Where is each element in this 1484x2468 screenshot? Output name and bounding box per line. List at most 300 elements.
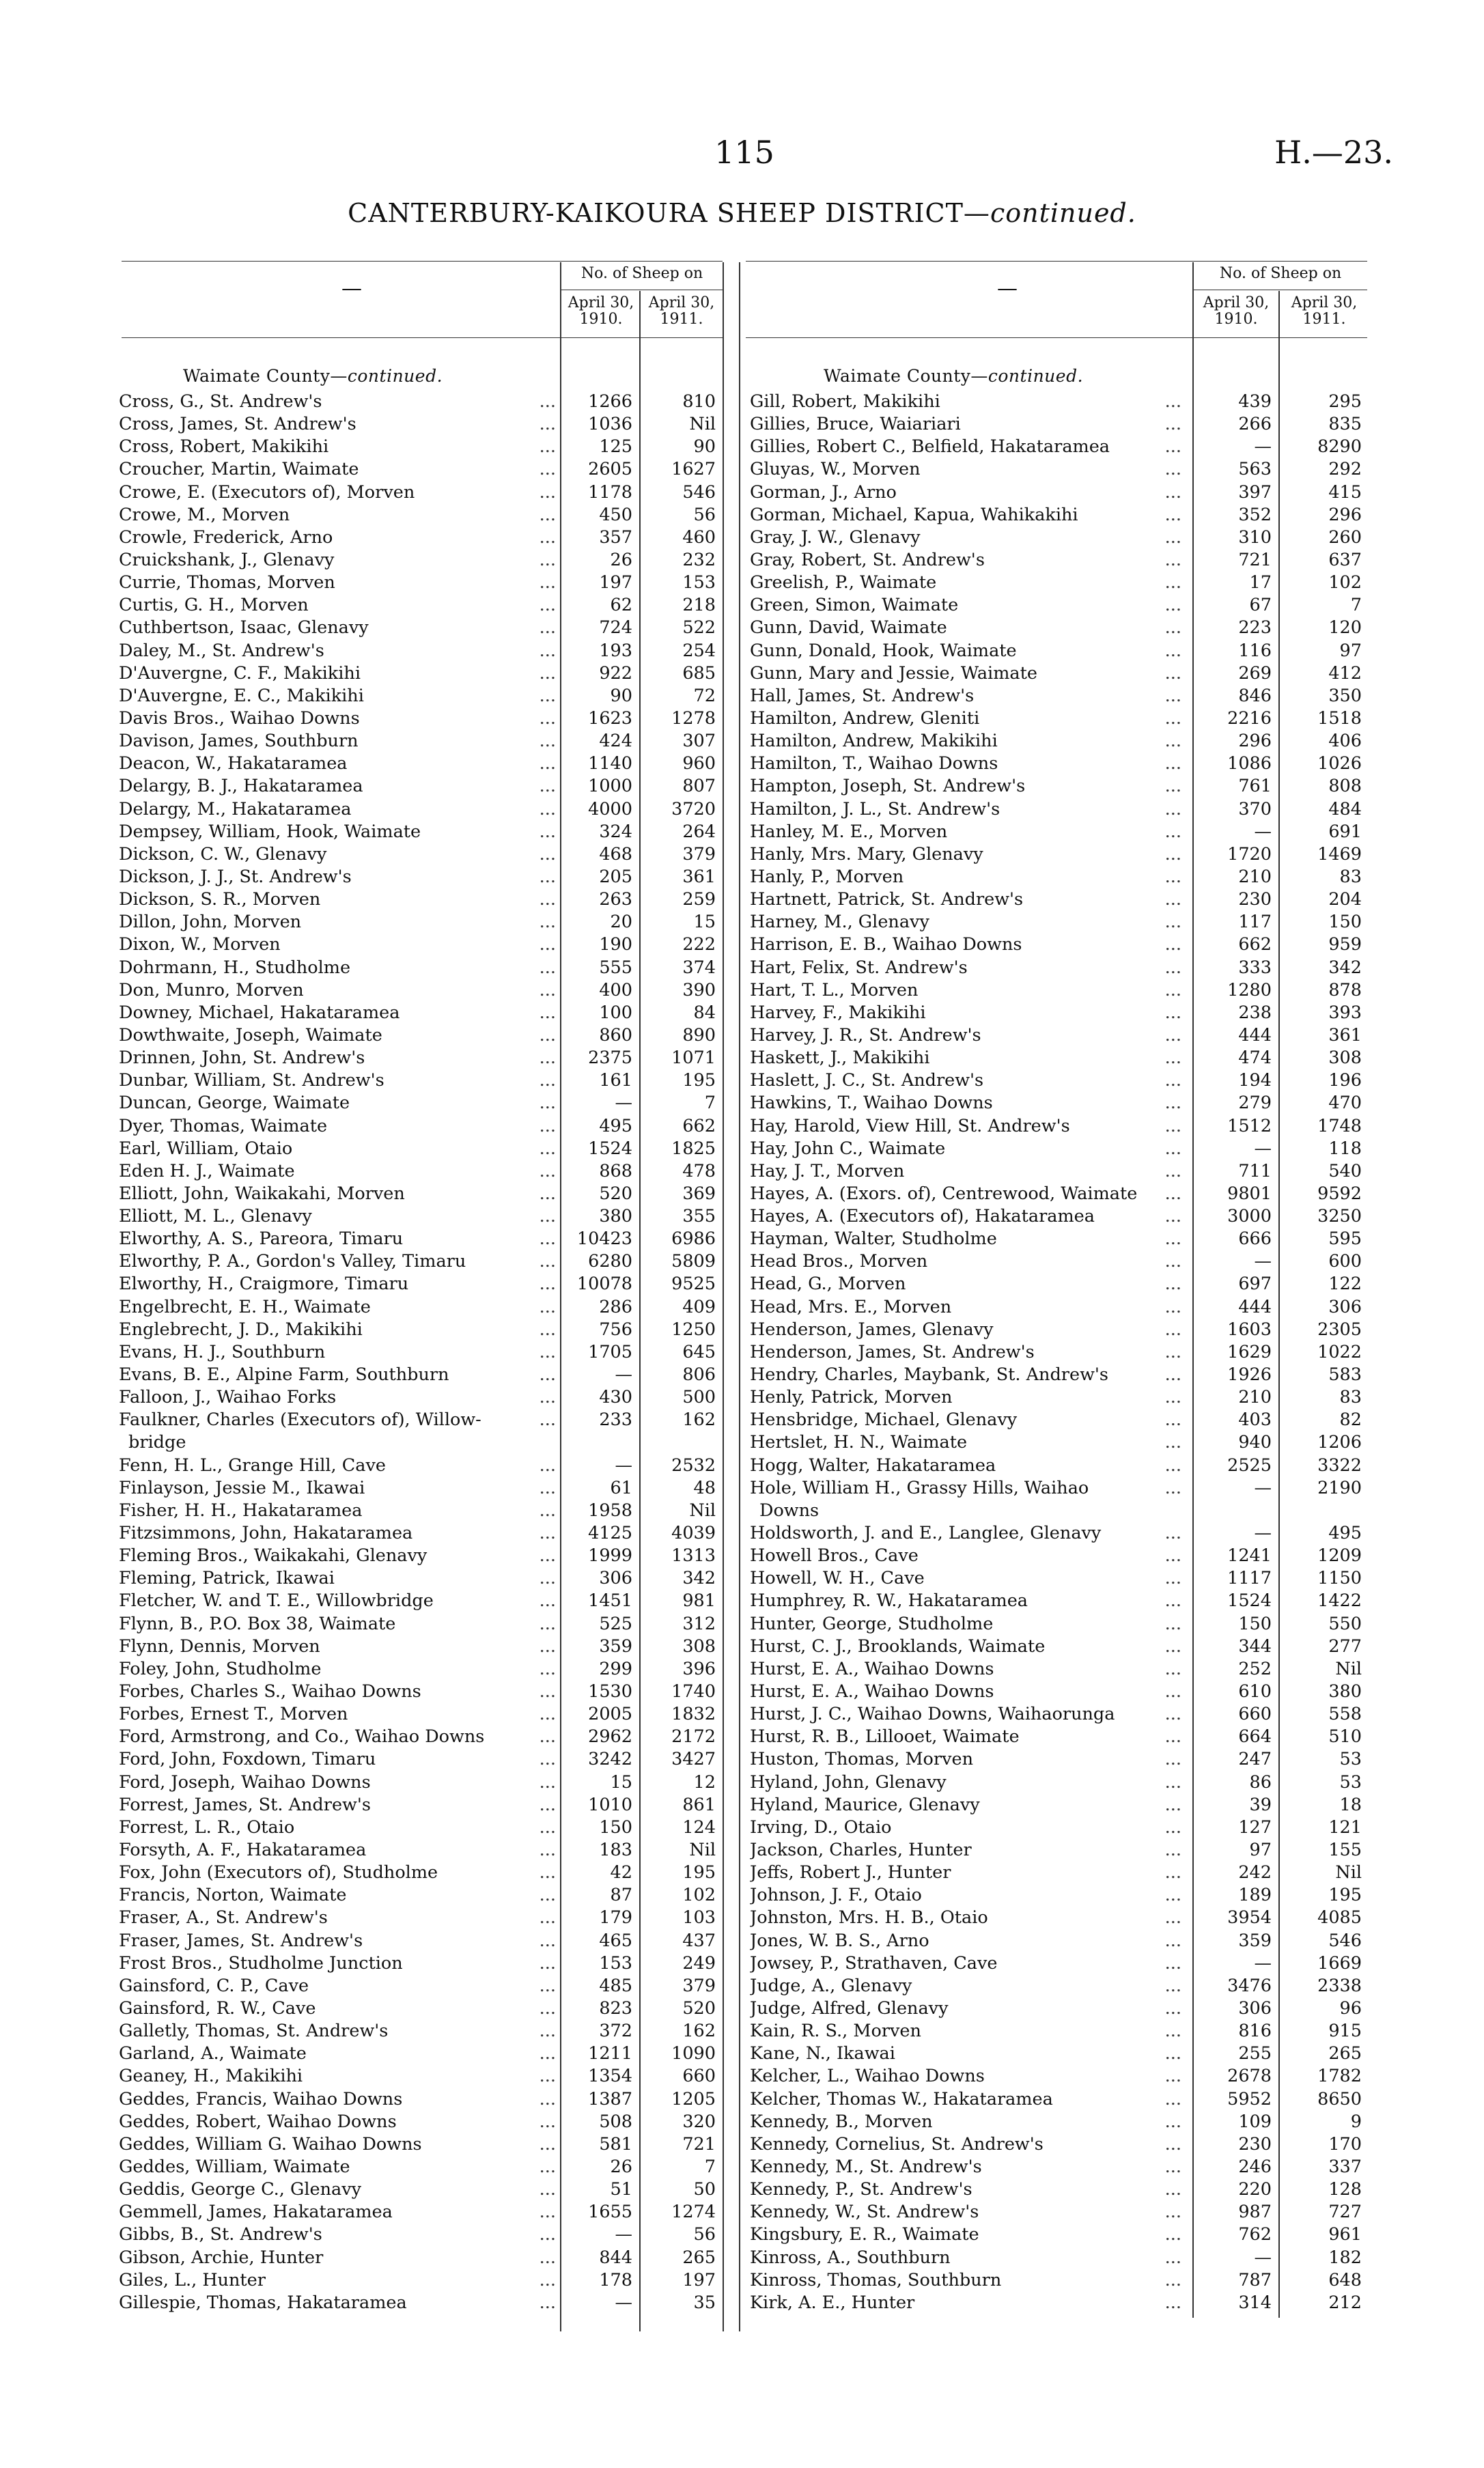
table-row: [119, 707, 723, 730]
holder-name: Dickson, S. R., Morven: [119, 889, 321, 910]
sheep-1911-cell: 470: [1328, 1093, 1362, 1114]
leader-dots: ...: [539, 2021, 556, 2042]
leader-dots: ...: [1164, 2021, 1181, 2042]
leader-dots: ...: [539, 821, 556, 842]
table-row: [750, 1862, 1367, 1884]
holder-name: Johnson, J. F., Otaio: [750, 1885, 922, 1906]
table-row: [119, 1613, 723, 1636]
sheep-1910-cell: 20: [610, 912, 632, 933]
leader-dots: ...: [1164, 1545, 1181, 1567]
sheep-1911-cell: 53: [1339, 1771, 1362, 1793]
sheep-1910-cell: 1512: [1227, 1115, 1272, 1136]
table-row: [119, 753, 723, 775]
sheep-1910-cell: 1530: [588, 1681, 632, 1702]
table-row: [750, 1138, 1367, 1160]
holder-name: Hole, William H., Grassy Hills, Waihao: [750, 1477, 1089, 1498]
sheep-1910-cell: 1086: [1227, 753, 1272, 774]
holder-name: Hurst, J. C., Waihao Downs, Waihaorunga: [750, 1704, 1115, 1725]
holder-name: Gorman, J., Arno: [750, 481, 897, 503]
sheep-1910-cell: 310: [1238, 527, 1272, 548]
sheep-1911-cell: 1832: [671, 1704, 716, 1725]
leader-dots: ...: [1164, 2247, 1181, 2268]
sheep-1911-cell: 83: [1339, 1387, 1362, 1408]
table-row: [119, 911, 723, 934]
holder-name: Head, Mrs. E., Morven: [750, 1296, 952, 1317]
table-row: [750, 2269, 1367, 2292]
table-row: [119, 594, 723, 617]
table-row: [119, 1296, 723, 1319]
sheep-1911-cell: 645: [682, 1341, 716, 1362]
leader-dots: ...: [539, 1590, 556, 1612]
sheep-1910-cell: 242: [1238, 1862, 1272, 1883]
holder-name: Hanly, P., Morven: [750, 866, 904, 887]
table-row: [750, 775, 1367, 798]
leader-dots: ...: [539, 979, 556, 1000]
sheep-1910-cell: 610: [1238, 1681, 1272, 1702]
leader-dots: ...: [539, 707, 556, 729]
sheep-1910-cell: 5952: [1227, 2088, 1272, 2109]
leader-dots: ...: [539, 753, 556, 774]
holder-name: Hyland, Maurice, Glenavy: [750, 1794, 980, 1815]
holder-name: Gibbs, B., St. Andrew's: [119, 2224, 322, 2245]
holder-name: Hay, John C., Waimate: [750, 1138, 946, 1159]
leader-dots: ...: [539, 2269, 556, 2290]
table-row: [119, 1205, 723, 1228]
sheep-1910-cell: —: [1254, 1251, 1272, 1272]
holder-name: Fleming, Patrick, Ikawai: [119, 1568, 335, 1589]
table-row: [750, 1455, 1367, 1477]
holder-name: Don, Munro, Morven: [119, 979, 304, 1000]
table-row: [119, 572, 723, 594]
holder-name: Ford, Armstrong, and Co., Waihao Downs: [119, 1726, 485, 1748]
sheep-1910-cell: 1280: [1227, 979, 1272, 1000]
sheep-1911-cell: 3720: [671, 798, 716, 819]
table-row: [119, 527, 723, 549]
table-row: [750, 1205, 1367, 1228]
table-row: [119, 2247, 723, 2269]
leader-dots: ...: [539, 436, 556, 458]
page-reference: H.—23.: [1274, 134, 1393, 171]
sheep-1910-cell: 1010: [588, 1794, 632, 1815]
sheep-1911-cell: 727: [1328, 2202, 1362, 2223]
sheep-1911-cell: 8290: [1317, 436, 1362, 458]
table-row: [750, 1907, 1367, 1929]
table-row: [119, 2111, 723, 2133]
table-row: [119, 1703, 723, 1726]
table-row: [119, 1794, 723, 1817]
holder-name: Hamilton, J. L., St. Andrew's: [750, 798, 1000, 819]
holder-name: Cross, Robert, Makikihi: [119, 436, 329, 458]
sheep-1911-cell: 546: [682, 481, 716, 503]
leader-dots: ...: [539, 1636, 556, 1657]
table-row: [750, 1364, 1367, 1386]
table-row: [750, 504, 1367, 527]
leader-dots: ...: [539, 1885, 556, 1906]
leader-dots: ...: [1164, 1907, 1181, 1929]
right-county-suffix: continued.: [988, 366, 1084, 386]
right-county-heading: [824, 366, 1083, 386]
sheep-1910-cell: 823: [599, 1997, 632, 2019]
sheep-1911-cell: 1274: [671, 2202, 716, 2223]
sheep-1910-cell: 844: [599, 2247, 632, 2268]
holder-name: Gray, J. W., Glenavy: [750, 527, 921, 548]
holder-name: Evans, H. J., Southburn: [119, 1341, 326, 1362]
sheep-1911-cell: 18: [1339, 1794, 1362, 1815]
leader-dots: ...: [1164, 1115, 1181, 1136]
table-row: [119, 1250, 723, 1273]
table-row: [119, 1839, 723, 1862]
sheep-1910-cell: 662: [1238, 934, 1272, 955]
sheep-1911-cell: 721: [682, 2133, 716, 2155]
sheep-1911-cell: 1205: [671, 2088, 716, 2109]
holder-name: Haslett, J. C., St. Andrew's: [750, 1070, 984, 1091]
sheep-1911-cell: 522: [682, 617, 716, 639]
right-name-column-header: —: [997, 277, 1018, 300]
leader-dots: ...: [539, 572, 556, 593]
leader-dots: ...: [539, 912, 556, 933]
holder-name: Ford, John, Foxdown, Timaru: [119, 1749, 376, 1770]
table-row: [119, 1228, 723, 1250]
table-row: [119, 957, 723, 979]
sheep-1911-cell: 1022: [1317, 1341, 1362, 1362]
sheep-1910-cell: 352: [1238, 504, 1272, 525]
holder-name: Galletly, Thomas, St. Andrew's: [119, 2021, 389, 2042]
sheep-1911-cell: 90: [693, 436, 716, 458]
table-row: [119, 2133, 723, 2156]
leader-dots: ...: [539, 889, 556, 910]
sheep-1910-cell: 666: [1238, 1229, 1272, 1250]
leader-dots: ...: [539, 1952, 556, 1974]
title-main: CANTERBURY-KAIKOURA SHEEP DISTRICT—: [348, 198, 990, 228]
holder-name: Gunn, Donald, Hook, Waimate: [750, 640, 1017, 661]
sheep-1910-cell: 1266: [588, 391, 632, 412]
sheep-1910-cell: 17: [1249, 572, 1272, 593]
leader-dots: ...: [1164, 2066, 1181, 2087]
table-row: [119, 866, 723, 888]
holder-name: Fraser, James, St. Andrew's: [119, 1930, 363, 1951]
holder-name: Gibson, Archie, Hunter: [119, 2247, 324, 2268]
leader-dots: ...: [1164, 1726, 1181, 1748]
table-row: [119, 685, 723, 707]
sheep-1911-cell: 259: [682, 889, 716, 910]
sheep-1910-cell: 846: [1238, 685, 1272, 706]
sheep-1910-cell: 127: [1238, 1817, 1272, 1838]
sheep-1910-cell: 161: [599, 1070, 632, 1091]
sheep-1911-cell: 1206: [1317, 1432, 1362, 1453]
table-row: [750, 730, 1367, 753]
sheep-1911-cell: 495: [1328, 1523, 1362, 1544]
holder-name: Curtis, G. H., Morven: [119, 595, 309, 616]
table-row: [750, 2292, 1367, 2314]
leader-dots: ...: [1164, 414, 1181, 435]
sheep-1910-cell: 2216: [1227, 707, 1272, 729]
leader-dots: ...: [1164, 1952, 1181, 1974]
sheep-1911-cell: 292: [1328, 459, 1362, 480]
sheep-1911-cell: 460: [682, 527, 716, 548]
table-row: [750, 1047, 1367, 1069]
sheep-1911-cell: 691: [1328, 821, 1362, 842]
sheep-1910-cell: 9801: [1227, 1183, 1272, 1204]
holder-name: Fitzsimmons, John, Hakataramea: [119, 1523, 413, 1544]
table-row: [119, 1636, 723, 1658]
table-row: [119, 1455, 723, 1477]
left-county-suffix: continued.: [347, 366, 443, 386]
sheep-1911-cell: 102: [682, 1885, 716, 1906]
holder-name: Currie, Thomas, Morven: [119, 572, 335, 593]
sheep-1910-cell: —: [615, 1455, 632, 1476]
sheep-1911-cell: 265: [1328, 2043, 1362, 2064]
sheep-1910-cell: 987: [1238, 2202, 1272, 2223]
sheep-1911-cell: 7: [704, 1093, 716, 1114]
sheep-1911-cell: 308: [1328, 1048, 1362, 1069]
sheep-1911-cell: 212: [1328, 2292, 1362, 2313]
sheep-1911-cell: 409: [682, 1296, 716, 1317]
table-row: [119, 436, 723, 458]
sheep-1911-cell: 1748: [1317, 1115, 1362, 1136]
sheep-1911-cell: 1825: [671, 1138, 716, 1159]
sheep-1910-cell: 26: [610, 549, 632, 570]
leader-dots: ...: [539, 1862, 556, 1883]
sheep-1910-cell: 359: [1238, 1930, 1272, 1951]
sheep-1911-cell: 550: [1328, 1613, 1362, 1634]
sheep-1910-cell: 190: [599, 934, 632, 955]
table-row: [119, 1002, 723, 1024]
sheep-1911-cell: 155: [1328, 1840, 1362, 1860]
sheep-1911-cell: 8650: [1317, 2088, 1362, 2109]
holder-name: Hall, James, St. Andrew's: [750, 685, 975, 706]
sheep-1910-cell: 125: [599, 436, 632, 458]
sheep-1911-cell: 637: [1328, 549, 1362, 570]
table-row: [750, 753, 1367, 775]
table-row: [119, 1545, 723, 1567]
table-row: [119, 1590, 723, 1612]
sheep-1910-cell: 860: [599, 1024, 632, 1046]
leader-dots: ...: [1164, 1477, 1181, 1498]
holder-name: Croucher, Martin, Waimate: [119, 459, 359, 480]
table-row: [119, 1047, 723, 1069]
sheep-1910-cell: 179: [599, 1907, 632, 1929]
leader-dots: ...: [1164, 889, 1181, 910]
table-row: [750, 1386, 1367, 1409]
table-row: [750, 1975, 1367, 1997]
table-row: [119, 2065, 723, 2088]
leader-dots: ...: [539, 1160, 556, 1181]
sheep-1911-cell: 2338: [1317, 1975, 1362, 1996]
sheep-1910-cell: 3954: [1227, 1907, 1272, 1929]
sheep-1910-cell: —: [1254, 1477, 1272, 1498]
holder-name: Dickson, J. J., St. Andrew's: [119, 866, 352, 887]
sheep-1911-cell: 558: [1328, 1704, 1362, 1725]
holder-name: Hunter, George, Studholme: [750, 1613, 994, 1634]
holder-name: Howell, W. H., Cave: [750, 1568, 925, 1589]
holder-name: Cruickshank, J., Glenavy: [119, 549, 335, 570]
sheep-1911-cell: 260: [1328, 527, 1362, 548]
leader-dots: ...: [1164, 391, 1181, 412]
leader-dots: ...: [539, 2156, 556, 2177]
sheep-1910-cell: —: [1254, 1952, 1272, 1974]
sheep-1910-cell: 220: [1238, 2179, 1272, 2200]
sheep-1910-cell: 403: [1238, 1410, 1272, 1431]
sheep-1910-cell: 109: [1238, 2111, 1272, 2132]
sheep-1910-cell: —: [1254, 1138, 1272, 1159]
sheep-1910-cell: 370: [1238, 798, 1272, 819]
table-row: [119, 1658, 723, 1681]
leader-dots: ...: [1164, 2269, 1181, 2290]
holder-name: Evans, B. E., Alpine Farm, Southburn: [119, 1364, 449, 1386]
table-row: [750, 1703, 1367, 1726]
leader-dots: ...: [539, 549, 556, 570]
sheep-1911-cell: Nil: [689, 1840, 716, 1860]
sheep-1911-cell: 56: [693, 2224, 716, 2245]
sheep-1911-cell: 195: [682, 1862, 716, 1883]
leader-dots: ...: [539, 1274, 556, 1295]
sheep-1910-cell: 286: [599, 1296, 632, 1317]
leader-dots: ...: [1164, 2111, 1181, 2132]
leader-dots: ...: [539, 2179, 556, 2200]
sheep-1911-cell: 102: [1328, 572, 1362, 593]
leader-dots: ...: [539, 1794, 556, 1815]
sheep-1910-cell: 400: [599, 979, 632, 1000]
sheep-1911-cell: 6986: [671, 1229, 716, 1250]
holder-name: Kain, R. S., Morven: [750, 2021, 921, 2042]
leader-dots: ...: [539, 414, 556, 435]
table-row: [750, 1613, 1367, 1636]
leader-dots: ...: [539, 1704, 556, 1725]
sheep-1911-cell: 204: [1328, 889, 1362, 910]
sheep-1910-cell: 246: [1238, 2156, 1272, 2177]
leader-dots: ...: [539, 866, 556, 887]
sheep-1910-cell: 711: [1238, 1160, 1272, 1181]
sheep-1911-cell: 342: [682, 1568, 716, 1589]
table-row: [119, 979, 723, 1002]
sheep-1911-cell: 232: [682, 549, 716, 570]
holder-name: Gillies, Robert C., Belfield, Hakataramea: [750, 436, 1110, 458]
sheep-1910-cell: 520: [599, 1183, 632, 1204]
sheep-1911-cell: Nil: [1335, 1862, 1362, 1883]
sheep-1910-cell: 344: [1238, 1636, 1272, 1657]
table-row: [119, 1884, 723, 1907]
table-row: [119, 1748, 723, 1771]
sheep-1910-cell: 3242: [588, 1749, 632, 1770]
leader-dots: ...: [1164, 843, 1181, 865]
table-row: [750, 1024, 1367, 1047]
sheep-1911-cell: 122: [1328, 1274, 1362, 1295]
sheep-1911-cell: 195: [1328, 1885, 1362, 1906]
sheep-1911-cell: 5809: [671, 1251, 716, 1272]
sheep-1911-cell: 1071: [671, 1048, 716, 1069]
sheep-1911-cell: 915: [1328, 2021, 1362, 2042]
sheep-1910-cell: 1354: [588, 2066, 632, 2087]
table-row: [750, 1794, 1367, 1817]
holder-name: Hurst, C. J., Brooklands, Waimate: [750, 1636, 1046, 1657]
sheep-1911-cell: 960: [682, 753, 716, 774]
sheep-1910-cell: 4000: [588, 798, 632, 819]
holder-name: Daley, M., St. Andrew's: [119, 640, 324, 661]
sheep-1911-cell: 218: [682, 595, 716, 616]
sheep-1911-cell: 685: [682, 662, 716, 684]
sheep-1911-cell: 296: [1328, 504, 1362, 525]
holder-name: Henderson, James, St. Andrew's: [750, 1341, 1035, 1362]
table-row: [119, 798, 723, 821]
table-row: [750, 866, 1367, 888]
sheep-1910-cell: 42: [610, 1862, 632, 1883]
sheep-1911-cell: Nil: [689, 1500, 716, 1521]
sheep-1910-cell: —: [1254, 2247, 1272, 2268]
sheep-1910-cell: 210: [1238, 1387, 1272, 1408]
holder-name: Kennedy, P., St. Andrew's: [750, 2179, 972, 2200]
leader-dots: ...: [539, 1093, 556, 1114]
sheep-1910-cell: 525: [599, 1613, 632, 1634]
sheep-1910-cell: 940: [1238, 1432, 1272, 1453]
sheep-1911-cell: 861: [682, 1794, 716, 1815]
sheep-1910-cell: 193: [599, 640, 632, 661]
sheep-1911-cell: 153: [682, 572, 716, 593]
holder-name: Hay, Harold, View Hill, St. Andrew's: [750, 1115, 1070, 1136]
sheep-1911-cell: 648: [1328, 2269, 1362, 2290]
sheep-1910-cell: 508: [599, 2111, 632, 2132]
sheep-1910-cell: 10078: [576, 1274, 632, 1295]
sheep-1911-cell: 361: [1328, 1024, 1362, 1046]
leader-dots: ...: [539, 1364, 556, 1386]
sheep-1910-cell: 205: [599, 866, 632, 887]
holder-name: Francis, Norton, Waimate: [119, 1885, 347, 1906]
holder-name: Gunn, Mary and Jessie, Waimate: [750, 662, 1037, 684]
holder-name: Geaney, H., Makikihi: [119, 2066, 303, 2087]
sheep-1910-cell: 333: [1238, 957, 1272, 978]
sheep-1910-cell: 100: [599, 1002, 632, 1023]
sheep-1910-cell: 51: [610, 2179, 632, 2200]
table-row: [750, 685, 1367, 707]
leader-dots: ...: [1164, 1364, 1181, 1386]
holder-name: Dillon, John, Morven: [119, 912, 302, 933]
holder-name: Garland, A., Waimate: [119, 2043, 307, 2064]
holder-name: Fisher, H. H., Hakataramea: [119, 1500, 363, 1521]
sheep-1911-cell: 337: [1328, 2156, 1362, 2177]
holder-name: Hanley, M. E., Morven: [750, 821, 948, 842]
sheep-1910-cell: 660: [1238, 1704, 1272, 1725]
holder-name: Henderson, James, Glenavy: [750, 1319, 994, 1340]
table-row: [119, 1681, 723, 1703]
sheep-1911-cell: 583: [1328, 1364, 1362, 1386]
sheep-1911-cell: 595: [1328, 1229, 1362, 1250]
leader-dots: ...: [1164, 798, 1181, 819]
sheep-1910-cell: 397: [1238, 481, 1272, 503]
leader-dots: ...: [1164, 572, 1181, 593]
holder-name: Crowe, M., Morven: [119, 504, 290, 525]
leader-dots: ...: [539, 685, 556, 706]
sheep-1911-cell: 197: [682, 2269, 716, 2290]
left-col2-header: April 30, 1911.: [648, 294, 715, 328]
table-row: [119, 2043, 723, 2065]
holder-name: Hurst, E. A., Waihao Downs: [750, 1658, 994, 1679]
sheep-1911-cell: 380: [1328, 1681, 1362, 1702]
sheep-1911-cell: 342: [1328, 957, 1362, 978]
table-row: [119, 1862, 723, 1884]
sheep-1911-cell: 2190: [1317, 1477, 1362, 1498]
holder-name: Davis Bros., Waihao Downs: [119, 707, 360, 729]
sheep-1910-cell: 450: [599, 504, 632, 525]
table-row: [750, 1500, 1367, 1522]
table-row: [750, 821, 1367, 843]
holder-name: Johnston, Mrs. H. B., Otaio: [750, 1907, 988, 1929]
table-row: [750, 436, 1367, 458]
sheep-1910-cell: 67: [1249, 595, 1272, 616]
sheep-1911-cell: 195: [682, 1070, 716, 1091]
sheep-1910-cell: —: [1254, 436, 1272, 458]
holder-name: Kirk, A. E., Hunter: [750, 2292, 915, 2313]
leader-dots: ...: [1164, 1387, 1181, 1408]
sheep-1910-cell: 10423: [576, 1229, 632, 1250]
